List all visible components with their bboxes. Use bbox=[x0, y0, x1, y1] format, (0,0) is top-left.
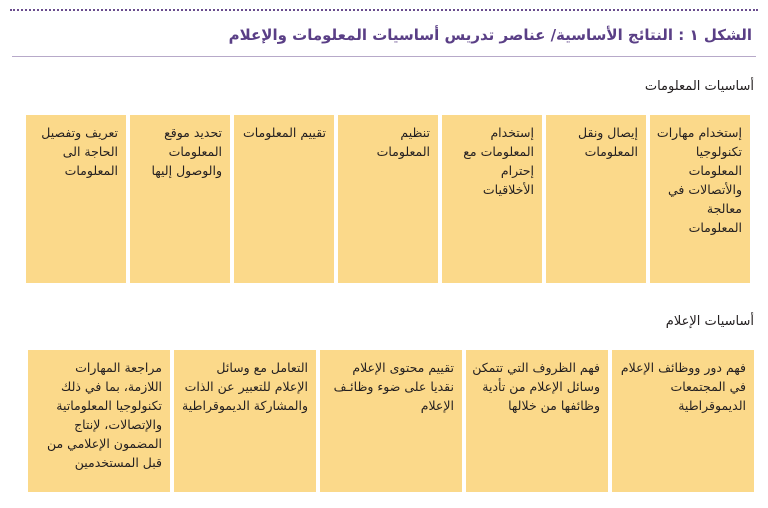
info-element-box: تنظيم المعلومات bbox=[338, 115, 438, 283]
info-element-box: تعريف وتفصيل الحاجة الى المعلومات bbox=[26, 115, 126, 283]
figure-title: الشكل ١ : النتائج الأساسية/ عناصر تدريس أساسيات المعلومات والإعلام bbox=[228, 26, 752, 44]
media-element-box: فهم الظروف التي تتمكن وسائل الإعلام من تأدية وظائفها من خلالها bbox=[466, 350, 608, 492]
media-element-box: التعامل مع وسائل الإعلام للتعبير عن الذات والمشاركة الديموقراطية bbox=[174, 350, 316, 492]
info-element-box: تقييم المعلومات bbox=[234, 115, 334, 283]
media-elements-row bbox=[28, 350, 754, 492]
media-section-label: أساسيات الإعلام bbox=[665, 314, 754, 329]
information-section-label: أساسيات المعلومات bbox=[644, 79, 754, 94]
information-elements-row bbox=[26, 115, 750, 283]
media-element-box: فهم دور ووظائف الإعلام في المجتمعات الديموقراطية bbox=[612, 350, 754, 492]
title-divider bbox=[12, 56, 756, 57]
media-element-box: تقييم محتوى الإعلام نقديا على ضوء وظائـف الإعلام bbox=[320, 350, 462, 492]
info-element-box: إستخدام مهارات تكنولوجيا المعلومات والأتصالات في معالجة المعلومات bbox=[650, 115, 750, 283]
info-element-box: إيصال ونقل المعلومات bbox=[546, 115, 646, 283]
media-element-box: مراجعة المهارات اللازمة، بما في ذلك تكنولوجيا المعلوماتية والإتصالات، لإنتاج المضمون الإعلامي من قبل المستخدمين bbox=[28, 350, 170, 492]
info-element-box: تحديد موقع المعلومات والوصول إليها bbox=[130, 115, 230, 283]
dotted-top-border bbox=[10, 9, 758, 11]
info-element-box: إستخدام المعلومات مع إحترام الأخلاقيات bbox=[442, 115, 542, 283]
